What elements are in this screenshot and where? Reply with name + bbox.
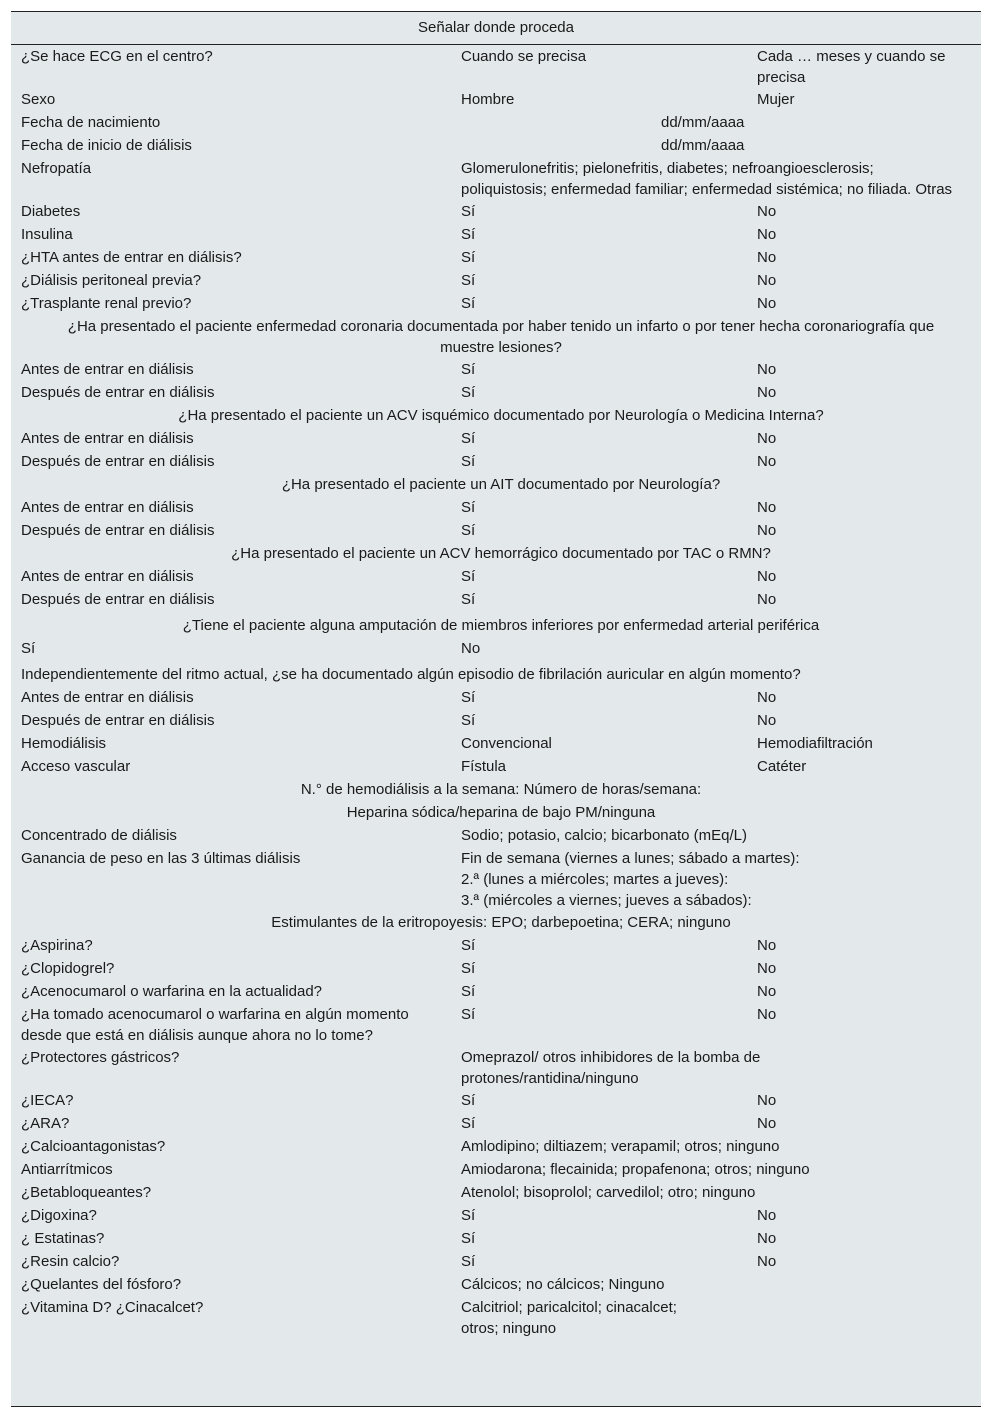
option: No — [757, 249, 777, 266]
option: Sí — [461, 272, 476, 289]
option: Sí — [461, 1253, 476, 1270]
table-row — [11, 686, 991, 709]
table-row — [11, 381, 991, 404]
table-row — [11, 292, 991, 315]
option: Sí — [461, 522, 476, 539]
option: No — [757, 430, 777, 447]
row-label: Nefropatía — [21, 160, 92, 177]
row-label: ¿Betabloqueantes? — [21, 1184, 152, 1201]
questionnaire-table — [11, 11, 981, 1407]
table-row — [11, 637, 991, 660]
weight-gain-options — [461, 847, 991, 911]
table-row — [11, 519, 991, 542]
table-header: Señalar donde proceda — [11, 12, 981, 45]
table-row — [11, 1204, 991, 1227]
option: No — [757, 937, 777, 954]
option: Sí — [461, 937, 476, 954]
option: Sí — [461, 499, 476, 516]
section-question — [11, 404, 991, 427]
question-text: ¿Ha presentado el paciente un ACV hemorrágico documentado por TAC o RMN? — [231, 545, 771, 562]
section-question — [11, 315, 991, 358]
row-label: Después de entrar en diálisis — [21, 522, 215, 539]
option: Sí — [461, 1115, 476, 1132]
option: Omeprazol/ otros inhibidores de la bomba de protones/rantidina/ninguno — [461, 1049, 761, 1087]
option: Sí — [461, 361, 476, 378]
table-row — [11, 934, 991, 957]
question-text: ¿Ha presentado el paciente un ACV isquémico documentado por Neurología o Medicina Interna? — [178, 407, 824, 424]
table-row — [11, 957, 991, 980]
table-row — [11, 1158, 991, 1181]
table-row — [11, 1135, 991, 1158]
row-label: Antes de entrar en diálisis — [21, 689, 194, 706]
row-label: ¿IECA? — [21, 1092, 74, 1109]
table-row — [11, 847, 991, 911]
question-text: Independientemente del ritmo actual, ¿se ha documentado algún episodio de fibrilación auricular en algún momento? — [21, 666, 801, 683]
row-label: ¿Trasplante renal previo? — [21, 295, 192, 312]
table-row — [11, 45, 991, 88]
option: Convencional — [461, 735, 552, 752]
option: Hombre — [461, 91, 515, 108]
section-question — [11, 801, 991, 824]
option: Mujer — [757, 91, 795, 108]
option: Calcitriol; paricalcitol; cinacalcet; — [461, 1299, 677, 1316]
option: No — [461, 640, 481, 657]
row-label: Después de entrar en diálisis — [21, 591, 215, 608]
date-field: dd/mm/aaaa — [661, 114, 745, 131]
option: No — [757, 1006, 777, 1023]
question-text: ¿Ha presentado el paciente un AIT documentado por Neurología? — [281, 476, 721, 493]
row-label: Antes de entrar en diálisis — [21, 361, 194, 378]
option: Sí — [461, 1092, 476, 1109]
table-row — [11, 565, 991, 588]
table-row — [11, 1273, 991, 1296]
option: Sí — [461, 689, 476, 706]
option: Sí — [461, 430, 476, 447]
row-label: ¿Digoxina? — [21, 1207, 97, 1224]
row-label: ¿Diálisis peritoneal previa? — [21, 272, 202, 289]
option: Sí — [461, 295, 476, 312]
table-row — [11, 824, 991, 847]
table-row — [11, 246, 991, 269]
option: Sí — [461, 384, 476, 401]
option: Sí — [461, 983, 476, 1000]
date-field: dd/mm/aaaa — [661, 137, 745, 154]
row-label: Antiarrítmicos — [21, 1161, 113, 1178]
table-row — [11, 450, 991, 473]
option: Glomerulonefritis; pielonefritis, diabetes; nefroangioesclerosis; poliquistosis; enfermedad familiar; enfermedad sistémica; no filiada. Otras — [461, 160, 953, 198]
option: Amlodipino; diltiazem; verapamil; otros; ninguno — [461, 1138, 780, 1155]
row-label: ¿Se hace ECG en el centro? — [21, 48, 213, 65]
option: Fin de semana (viernes a lunes; sábado a martes): — [461, 850, 800, 867]
table-row — [11, 496, 991, 519]
row-label: ¿ARA? — [21, 1115, 70, 1132]
option: Amiodarona; flecainida; propafenona; otros; ninguno — [461, 1161, 810, 1178]
row-label: Antes de entrar en diálisis — [21, 499, 194, 516]
option: No — [757, 983, 777, 1000]
option: No — [757, 499, 777, 516]
table-row — [11, 588, 991, 611]
question-text: Estimulantes de la eritropoyesis: EPO; darbepoetina; CERA; ninguno — [271, 914, 731, 931]
question-text: ¿Ha presentado el paciente enfermedad coronaria documentada por haber tenido un infarto o por tener hecha coronariografía que muestre lesiones? — [67, 318, 935, 356]
row-label: Antes de entrar en diálisis — [21, 568, 194, 585]
vitamin-d-options — [461, 1296, 991, 1339]
option: Sodio; potasio, calcio; bicarbonato (mEq/L) — [461, 827, 747, 844]
row-label: ¿Calcioantagonistas? — [21, 1138, 166, 1155]
table-row — [11, 88, 991, 111]
section-question — [11, 611, 991, 637]
row-label: Acceso vascular — [21, 758, 131, 775]
row-label: Después de entrar en diálisis — [21, 384, 215, 401]
option: Sí — [461, 249, 476, 266]
table-row — [11, 980, 991, 1003]
question-text: Heparina sódica/heparina de bajo PM/ninguna — [346, 804, 656, 821]
row-label: ¿Quelantes del fósforo? — [21, 1276, 182, 1293]
table-row — [11, 732, 991, 755]
table-row — [11, 1112, 991, 1135]
option: No — [757, 295, 777, 312]
table-row — [11, 427, 991, 450]
row-label: Fecha de inicio de diálisis — [21, 137, 192, 154]
row-label: Diabetes — [21, 203, 81, 220]
section-question — [11, 911, 991, 934]
option: No — [757, 591, 777, 608]
option: Sí — [461, 203, 476, 220]
option: No — [757, 712, 777, 729]
option: otros; ninguno — [461, 1320, 557, 1337]
option: No — [757, 384, 777, 401]
table-row — [11, 1250, 991, 1273]
table-row — [11, 157, 991, 200]
row-label: ¿HTA antes de entrar en diálisis? — [21, 249, 242, 266]
row-label: Sexo — [21, 91, 56, 108]
row-label: Antes de entrar en diálisis — [21, 430, 194, 447]
question-text: N.° de hemodiálisis a la semana: Número de horas/semana: — [300, 781, 702, 798]
option: No — [757, 1207, 777, 1224]
option: Cuando se precisa — [461, 48, 587, 65]
option: No — [757, 522, 777, 539]
section-question — [11, 660, 991, 686]
option: Sí — [461, 960, 476, 977]
option: Sí — [461, 591, 476, 608]
option: No — [757, 453, 777, 470]
row-label: ¿Acenocumarol o warfarina en la actualidad? — [21, 983, 323, 1000]
form-table — [11, 45, 991, 1339]
table-row — [11, 200, 991, 223]
row-label: ¿Protectores gástricos? — [21, 1049, 180, 1066]
row-label: ¿Resin calcio? — [21, 1253, 120, 1270]
table-row — [11, 111, 991, 134]
question-text: ¿Tiene el paciente alguna amputación de miembros inferiores por enfermedad arterial periférica — [182, 617, 820, 634]
option: Sí — [461, 1230, 476, 1247]
option: Catéter — [757, 758, 807, 775]
table-row — [11, 134, 991, 157]
row-label: Insulina — [21, 226, 73, 243]
row-label: Después de entrar en diálisis — [21, 712, 215, 729]
option: Sí — [461, 712, 476, 729]
option: Sí — [461, 226, 476, 243]
table-row — [11, 755, 991, 778]
row-label: ¿ Estatinas? — [21, 1230, 105, 1247]
section-question — [11, 778, 991, 801]
table-row — [11, 1046, 991, 1089]
table-row — [11, 1003, 991, 1046]
option: Cálcicos; no cálcicos; Ninguno — [461, 1276, 665, 1293]
option: Fístula — [461, 758, 507, 775]
option: No — [757, 361, 777, 378]
option: No — [757, 1092, 777, 1109]
table-row — [11, 709, 991, 732]
section-question — [11, 473, 991, 496]
option: No — [757, 689, 777, 706]
row-label: ¿Clopidogrel? — [21, 960, 115, 977]
option: 3.ª (miércoles a viernes; jueves a sábados): — [461, 892, 752, 909]
option: No — [757, 568, 777, 585]
row-label: Hemodiálisis — [21, 735, 107, 752]
option: Sí — [461, 568, 476, 585]
option: No — [757, 203, 777, 220]
option: 2.ª (lunes a miércoles; martes a jueves): — [461, 871, 729, 888]
option: Sí — [461, 1006, 476, 1023]
option: No — [757, 960, 777, 977]
row-label: Ganancia de peso en las 3 últimas diálisis — [21, 850, 301, 867]
option: Sí — [461, 1207, 476, 1224]
option: Sí — [21, 640, 36, 657]
option: No — [757, 1230, 777, 1247]
row-label: ¿Ha tomado acenocumarol o warfarina en algún momento desde que está en diálisis aunque ahora no lo tome? — [21, 1006, 409, 1044]
section-question — [11, 542, 991, 565]
table-row — [11, 1296, 991, 1339]
option: Cada … meses y cuando se precisa — [757, 48, 946, 86]
option: No — [757, 226, 777, 243]
row-label: ¿Aspirina? — [21, 937, 93, 954]
option: No — [757, 272, 777, 289]
row-label: Después de entrar en diálisis — [21, 453, 215, 470]
table-row — [11, 269, 991, 292]
table-row — [11, 358, 991, 381]
option: Hemodiafiltración — [757, 735, 873, 752]
table-row — [11, 223, 991, 246]
option: No — [757, 1115, 777, 1132]
option: Atenolol; bisoprolol; carvedilol; otro; ninguno — [461, 1184, 756, 1201]
table-row — [11, 1181, 991, 1204]
option: No — [757, 1253, 777, 1270]
table-row — [11, 1089, 991, 1112]
row-label: ¿Vitamina D? ¿Cinacalcet? — [21, 1299, 204, 1316]
row-label: Concentrado de diálisis — [21, 827, 177, 844]
row-label: Fecha de nacimiento — [21, 114, 161, 131]
table-row — [11, 1227, 991, 1250]
option: Sí — [461, 453, 476, 470]
